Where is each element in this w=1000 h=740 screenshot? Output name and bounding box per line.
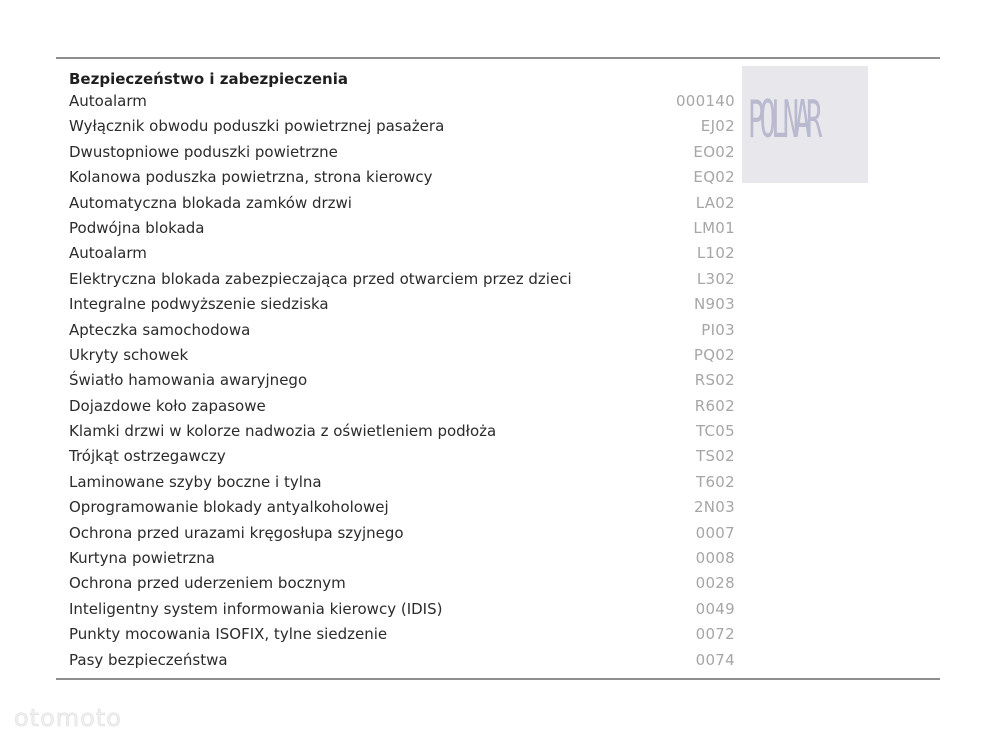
item-code: L102 [696, 244, 735, 263]
equipment-list [69, 89, 735, 673]
item-code: 0074 [695, 650, 735, 669]
item-name: Ochrona przed uderzeniem bocznym [69, 574, 346, 593]
item-code: 0049 [695, 599, 735, 618]
list-item [69, 597, 735, 622]
watermark-logo: otomoto [14, 704, 122, 732]
list-item [69, 495, 735, 520]
item-name: Kolanowa poduszka powietrzna, strona kierowcy [69, 168, 433, 187]
list-item [69, 368, 735, 393]
list-item [69, 165, 735, 190]
dealer-logo [742, 66, 868, 183]
item-name: Laminowane szyby boczne i tylna [69, 472, 322, 491]
list-item [69, 343, 735, 368]
list-item [69, 521, 735, 546]
item-code: 2N03 [693, 498, 735, 517]
item-code: PI03 [701, 320, 735, 339]
item-code: 0007 [695, 523, 735, 542]
list-item [69, 267, 735, 292]
item-code: EQ02 [693, 168, 735, 187]
item-name: Kurtyna powietrzna [69, 549, 215, 568]
item-code: TC05 [695, 422, 735, 441]
list-item [69, 318, 735, 343]
item-name: Podwójna blokada [69, 218, 205, 237]
item-name: Ukryty schowek [69, 345, 189, 364]
list-item [69, 444, 735, 469]
list-item [69, 419, 735, 444]
item-name: Trójkąt ostrzegawczy [69, 447, 226, 466]
item-name: Elektryczna blokada zabezpieczająca przed otwarciem przez dzieci [69, 269, 572, 288]
item-name: Klamki drzwi w kolorze nadwozia z oświetleniem podłoża [69, 422, 497, 441]
item-code: 000140 [675, 92, 735, 110]
list-item [69, 394, 735, 419]
item-name: Oprogramowanie blokady antyalkoholowej [69, 498, 389, 517]
item-code: RS02 [694, 371, 735, 390]
item-name: Pasy bezpieczeństwa [69, 650, 228, 669]
list-item [69, 241, 735, 266]
item-name: Autoalarm [69, 92, 147, 110]
item-code: N903 [693, 295, 735, 314]
item-name: Światło hamowania awaryjnego [69, 371, 308, 390]
item-name: Ochrona przed urazami kręgosłupa szyjnego [69, 523, 404, 542]
item-code: 0072 [695, 625, 735, 644]
item-code: R602 [694, 396, 735, 415]
list-item [69, 140, 735, 165]
item-code: TS02 [696, 447, 735, 466]
list-item [69, 546, 735, 571]
item-name: Apteczka samochodowa [69, 320, 251, 339]
list-item [69, 470, 735, 495]
item-name: Wyłącznik obwodu poduszki powietrznej pasażera [69, 117, 445, 136]
item-code: EJ02 [700, 117, 735, 136]
item-name: Dojazdowe koło zapasowe [69, 396, 266, 415]
item-code: LA02 [695, 193, 735, 212]
item-name: Automatyczna blokada zamków drzwi [69, 193, 352, 212]
list-item [69, 571, 735, 596]
list-item [69, 114, 735, 139]
item-code: EO02 [693, 142, 735, 161]
item-name: Autoalarm [69, 244, 147, 263]
list-item [69, 292, 735, 317]
list-item [69, 648, 735, 673]
item-code: T602 [696, 472, 735, 491]
item-code: 0008 [695, 549, 735, 568]
list-item [69, 216, 735, 241]
logo-text: POLNAR [748, 90, 818, 150]
item-name: Inteligentny system informowania kierowcy (IDIS) [69, 599, 443, 618]
item-name: Integralne podwyższenie siedziska [69, 295, 329, 314]
item-name: Dwustopniowe poduszki powietrzne [69, 142, 338, 161]
item-code: L302 [696, 269, 735, 288]
item-code: 0028 [695, 574, 735, 593]
top-divider [56, 57, 940, 59]
list-item [69, 191, 735, 216]
item-name: Punkty mocowania ISOFIX, tylne siedzenie [69, 625, 388, 644]
bottom-divider [56, 678, 940, 680]
list-item [69, 89, 735, 114]
section-title: Bezpieczeństwo i zabezpieczenia [69, 70, 348, 88]
item-code: LM01 [693, 218, 735, 237]
item-code: PQ02 [693, 345, 735, 364]
list-item [69, 622, 735, 647]
